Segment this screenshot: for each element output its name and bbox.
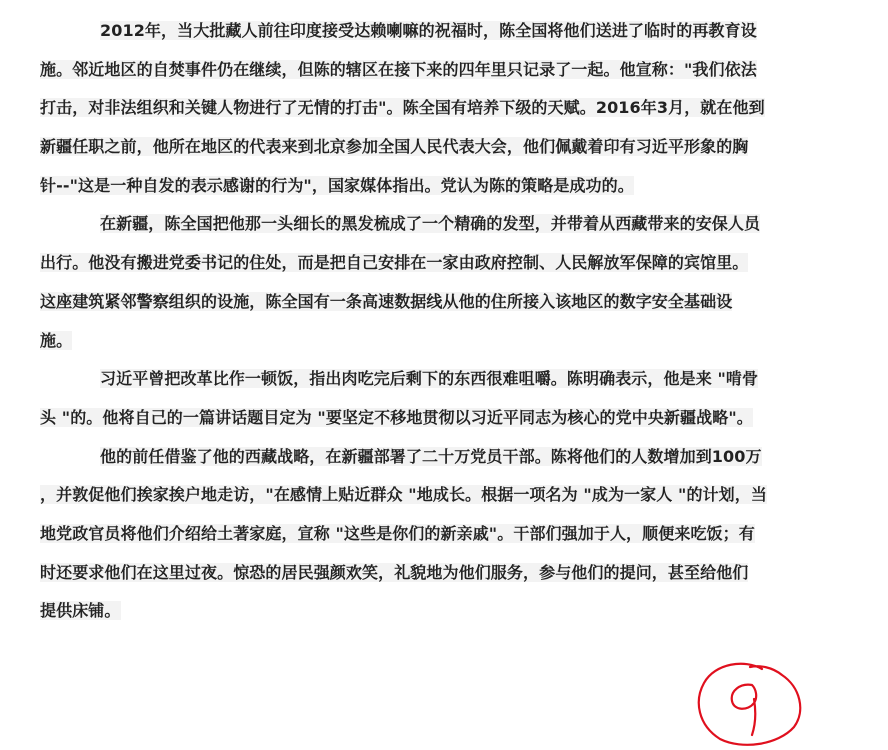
text-line: 出行。他没有搬进党委书记的住处，而是把自己安排在一家由政府控制、人民解放军保障的宾馆里。 (40, 253, 749, 273)
text-line: 施。 (40, 330, 73, 350)
text-line: 他的前任借鉴了他的西藏战略，在新疆部署了二十万党员干部。陈将他们的人数增加到100万 (100, 446, 762, 466)
paragraph-3 (40, 360, 835, 437)
document-body (40, 12, 835, 631)
paragraph-1 (40, 12, 835, 205)
paragraph-2 (40, 205, 835, 360)
text-line: 时还要求他们在这里过夜。惊恐的居民强颜欢笑，礼貌地为他们服务，参与他们的提问，甚至给他们 (40, 562, 749, 582)
text-line: 头 "的。他将自己的一篇讲话题目定为 "要坚定不移地贯彻以习近平同志为核心的党中央新疆战略"。 (40, 407, 753, 427)
text-line: 习近平曾把改革比作一顿饭，指出肉吃完后剩下的东西很难咀嚼。陈明确表示，他是来 "啃骨 (100, 369, 759, 389)
text-line: 施。邻近地区的自焚事件仍在继续，但陈的辖区在接下来的四年里只记录了一起。他宣称："我们依法 (40, 59, 757, 79)
text-line: 打击，对非法组织和关键人物进行了无情的打击"。陈全国有培养下级的天赋。2016年3月，就在他到 (40, 98, 765, 118)
text-line: 这座建筑紧邻警察组织的设施，陈全国有一条高速数据线从他的住所接入该地区的数字安全基础设 (40, 291, 733, 311)
text-line: ，并敦促他们挨家挨户地走访，"在感情上贴近群众 "地成长。根据一项名为 "成为一家人 "的计划，当 (40, 485, 767, 505)
text-line: 地党政官员将他们介绍给土著家庭，宣称 "这些是你们的新亲戚"。干部们强加于人，顺便来吃饭；有 (40, 523, 755, 543)
text-line: 针--"这是一种自发的表示感谢的行为"，国家媒体指出。党认为陈的策略是成功的。 (40, 175, 634, 195)
text-line: 新疆任职之前，他所在地区的代表来到北京参加全国人民代表大会，他们佩戴着印有习近平形象的胸 (40, 137, 749, 157)
text-line: 2012年，当大批藏人前往印度接受达赖喇嘛的祝福时，陈全国将他们送进了临时的再教育设 (100, 21, 757, 40)
handwritten-page-number-mark (690, 655, 810, 750)
text-line: 在新疆，陈全国把他那一头细长的黑发梳成了一个精确的发型，并带着从西藏带来的安保人员 (100, 214, 761, 234)
paragraph-4 (40, 438, 835, 631)
text-line: 提供床铺。 (40, 601, 121, 621)
